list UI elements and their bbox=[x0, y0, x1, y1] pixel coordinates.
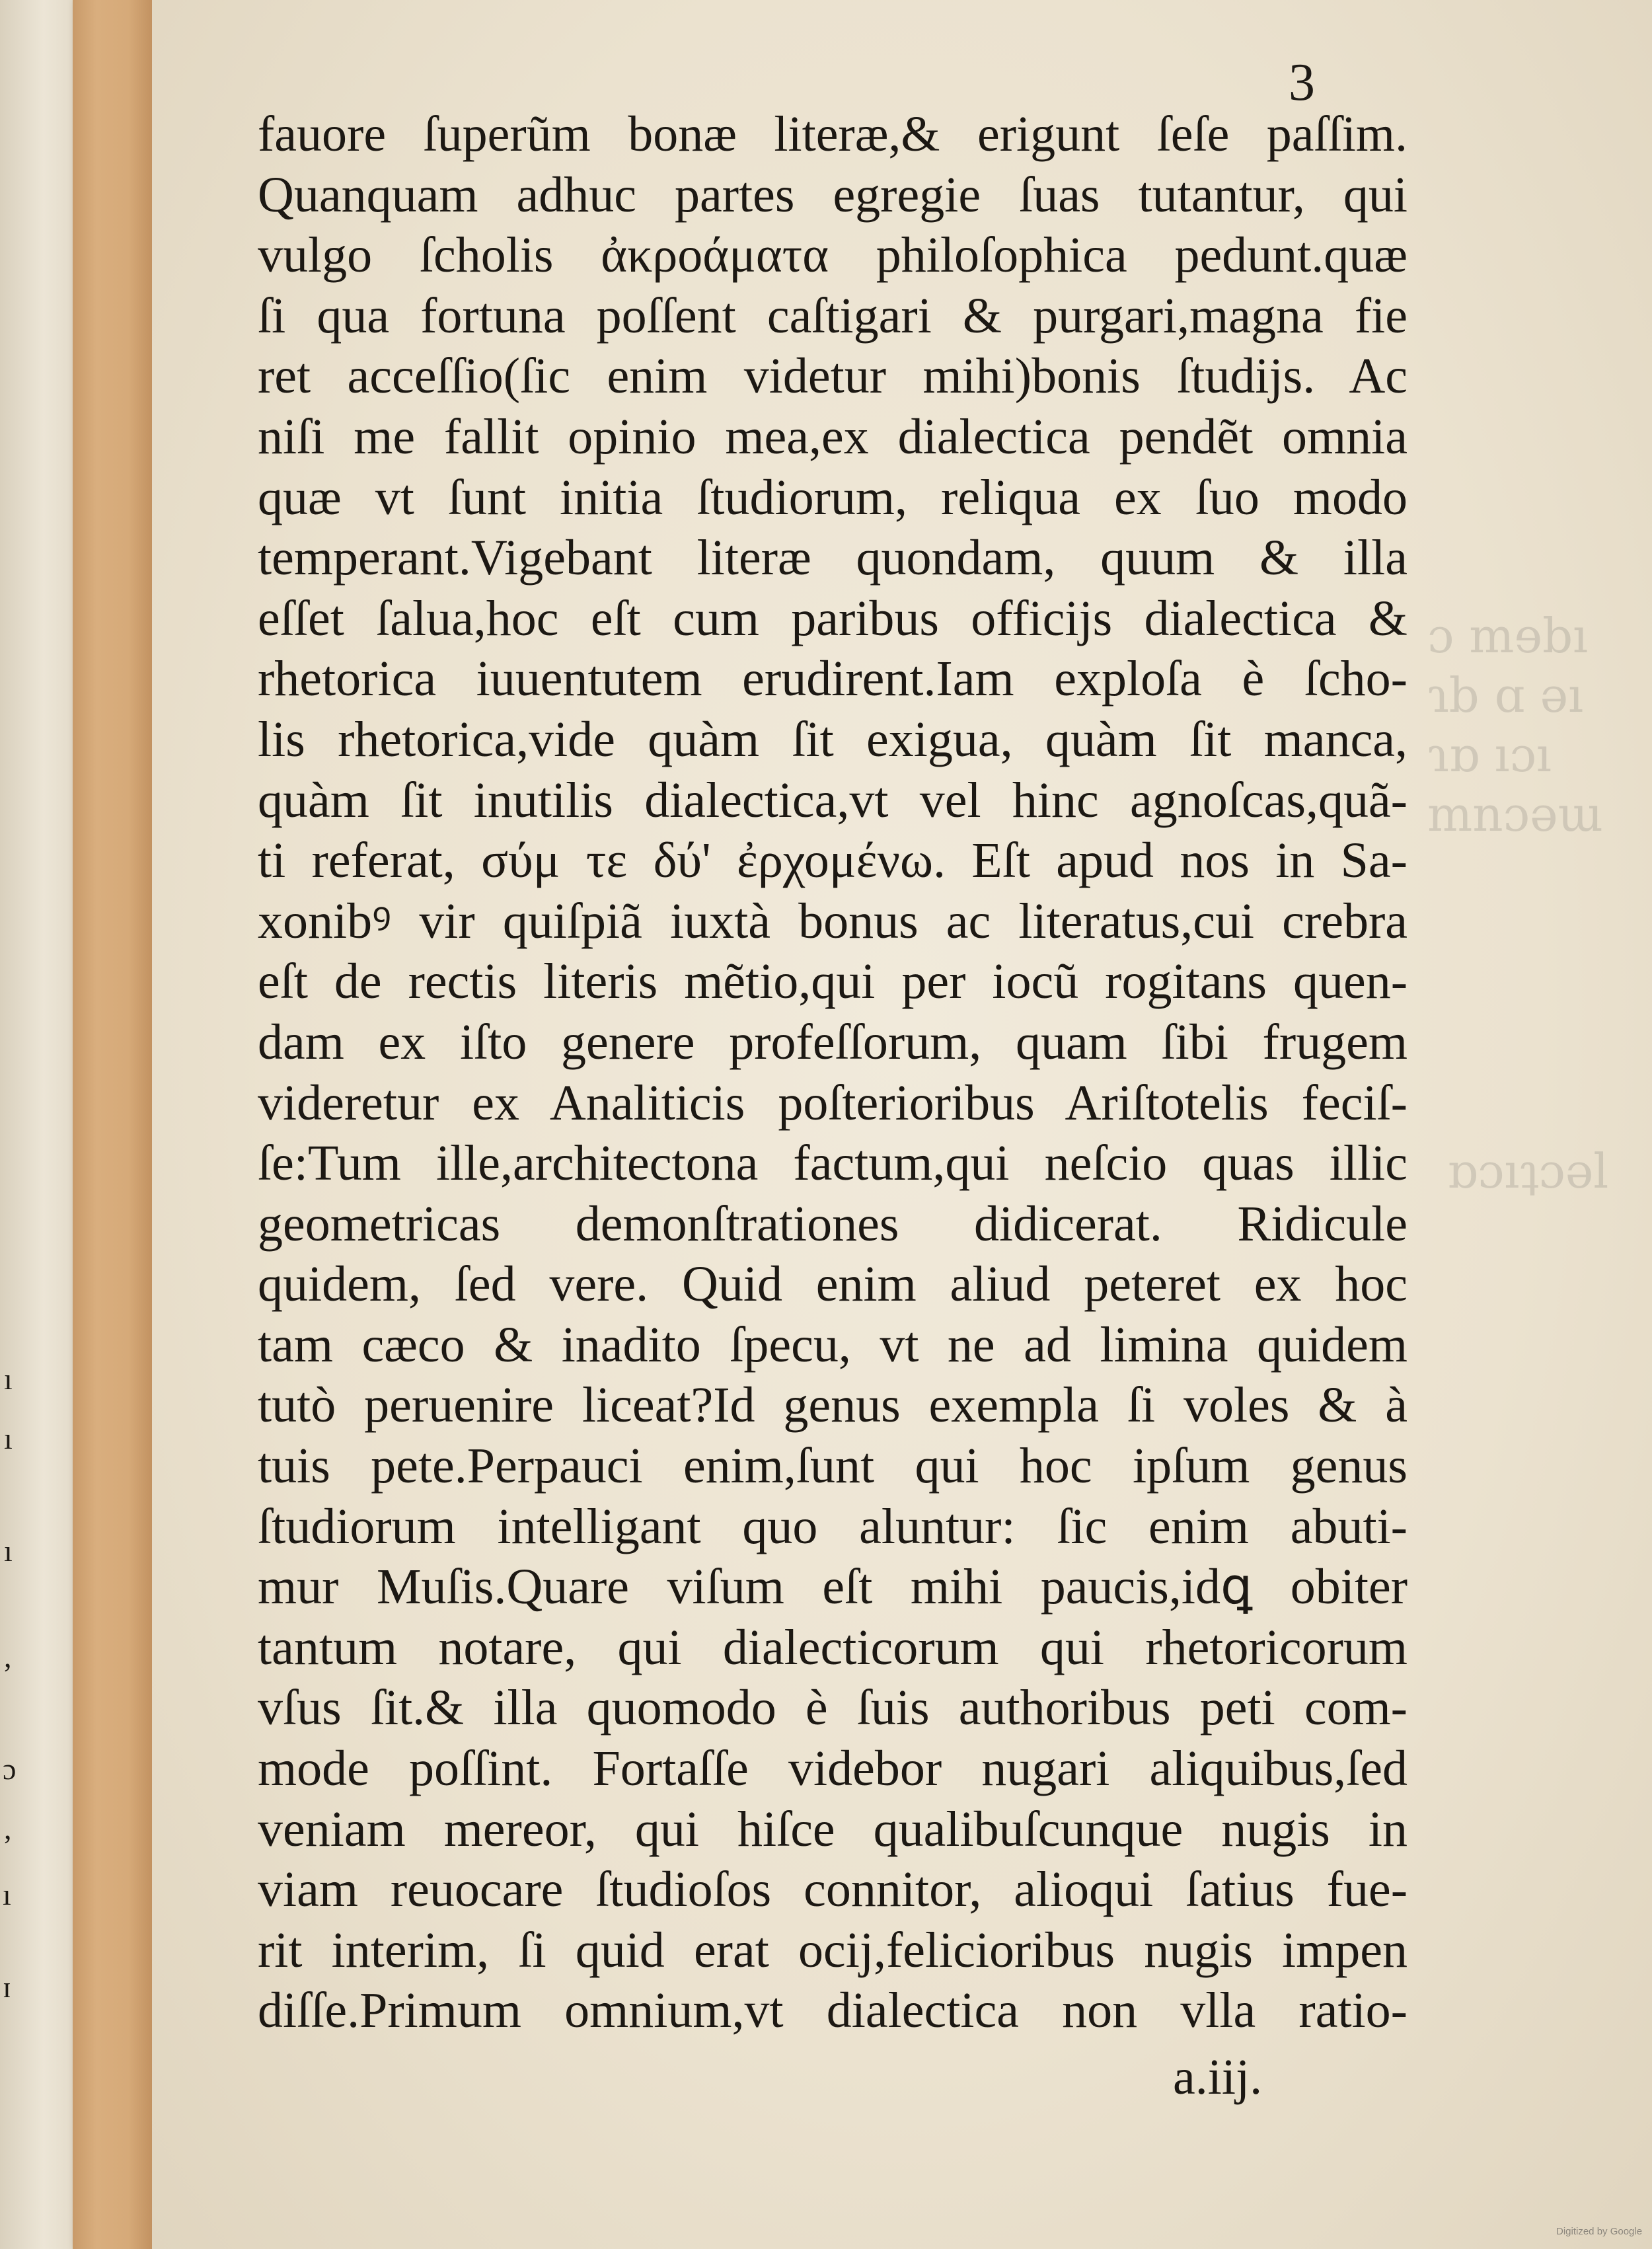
text-line: geometricas demonſtrationes didicerat. Ridicule bbox=[258, 1196, 1408, 1252]
tan-paper-strip bbox=[73, 0, 152, 2249]
text-line: eſt de rectis literis mẽtio,qui per iocũ rogitans quen- bbox=[258, 954, 1408, 1010]
text-line: diſſe.Primum omnium,vt dialectica non vlla ratio- bbox=[258, 1983, 1408, 2039]
margin-mark: , bbox=[4, 1640, 12, 1673]
text-line: Quanquam adhuc partes egregie ſuas tutantur, qui bbox=[258, 167, 1408, 223]
text-line: rit interim, ſi quid erat ocij,felicioribus nugis impen bbox=[258, 1922, 1408, 1978]
text-line: tuis pete.Perpauci enim,ſunt qui hoc ipſum genus bbox=[258, 1438, 1408, 1494]
text-line: ti referat, σύμ τε δύ' ἐρχομένω. Eſt apud nos in Sa- bbox=[258, 833, 1408, 889]
text-line: mode poſſint. Fortaſſe videbor nugari aliquibus,ſed bbox=[258, 1741, 1408, 1797]
text-line: dam ex iſto genere profeſſorum, quam ſibi frugem bbox=[258, 1014, 1408, 1070]
text-line: vſus ſit.& illa quomodo è ſuis authoribus peti com- bbox=[258, 1680, 1408, 1736]
bleed-through: ɔ mɘbı bbox=[1427, 608, 1589, 664]
text-line: niſi me fallit opinio mea,ex dialectica pendẽt omnia bbox=[258, 408, 1408, 465]
text-line: quàm ſit inutilis dialectica,vt vel hinc agnoſcas,quã- bbox=[258, 772, 1408, 828]
margin-mark: ɪ bbox=[3, 1970, 11, 2004]
text-line: veniam mereor, qui hiſce qualibuſcunque nugis in bbox=[258, 1801, 1408, 1857]
margin-mark: ı bbox=[4, 1362, 13, 1396]
text-line: temperant.Vigebant literæ quondam, quum & illa bbox=[258, 530, 1408, 586]
signature-mark: a.iij. bbox=[1173, 2049, 1263, 2105]
margin-mark: ɔ bbox=[3, 1752, 17, 1786]
margin-mark: ı bbox=[3, 1878, 11, 1911]
margin-mark: , bbox=[4, 1811, 12, 1845]
text-line: ſtudiorum intelligant quo aluntur: ſic enim abuti- bbox=[258, 1498, 1408, 1554]
text-line: tam cæco & inadito ſpecu, vt ne ad limina quidem bbox=[258, 1316, 1408, 1373]
margin-mark: ı bbox=[4, 1422, 13, 1455]
margin-mark: ı bbox=[4, 1534, 13, 1568]
text-line: tutò peruenire liceat?Id genus exempla ſi voles & à bbox=[258, 1377, 1408, 1433]
text-line: ſe:Tum ille,architectona factum,qui neſcio quas illic bbox=[258, 1135, 1408, 1192]
left-margin bbox=[0, 0, 73, 2249]
text-line: viam reuocare ſtudioſos connitor, alioqui ſatius fue- bbox=[258, 1862, 1408, 1918]
text-line: mur Muſis.Quare viſum eſt mihi paucis,idꝗ obiter bbox=[258, 1559, 1408, 1615]
bleed-through: mnɔǝɯ bbox=[1427, 786, 1603, 842]
text-line: tantum notare, qui dialecticorum qui rhetoricorum bbox=[258, 1619, 1408, 1675]
text-line: rhetorica iuuentutem erudirent.Iam exploſa è ſcho- bbox=[258, 651, 1408, 707]
bleed-through: ɿɒ ıɔı bbox=[1427, 727, 1552, 782]
text-line: quidem, ſed vere. Quid enim aliud peteret ex hoc bbox=[258, 1256, 1408, 1313]
text-line: lis rhetorica,vide quàm ſit exigua, quàm ſit manca, bbox=[258, 711, 1408, 767]
text-line: ret acceſſio(ſic enim videtur mihi)bonis ſtudijs. Ac bbox=[258, 348, 1408, 404]
text-line: fauore ſuperũm bonæ literæ,& erigunt ſeſe paſſim. bbox=[258, 106, 1408, 162]
page-number: 3 bbox=[1289, 54, 1315, 112]
text-line: xonibꝰ vir quiſpiã iuxtà bonus ac literatus,cui crebra bbox=[258, 893, 1408, 949]
text-line: quæ vt ſunt initia ſtudiorum, reliqua ex ſuo modo bbox=[258, 469, 1408, 525]
text-line: vulgo ſcholis ἀκροάματα philoſophica pedunt.quæ bbox=[258, 227, 1408, 284]
text-line: videretur ex Analiticis poſterioribus Ariſtotelis feciſ- bbox=[258, 1075, 1408, 1131]
digitized-watermark: Digitized by Google bbox=[1556, 2226, 1643, 2237]
text-line: eſſet ſalua,hoc eſt cum paribus officijs dialectica & bbox=[258, 590, 1408, 646]
bleed-through: ɒɔıʇɔǝl bbox=[1447, 1143, 1609, 1199]
text-line: ſi qua fortuna poſſent caſtigari & purgari,magna fie bbox=[258, 287, 1408, 344]
body-text bbox=[258, 104, 1408, 2041]
bleed-through: ɿb ɑ ǝı bbox=[1427, 667, 1584, 723]
